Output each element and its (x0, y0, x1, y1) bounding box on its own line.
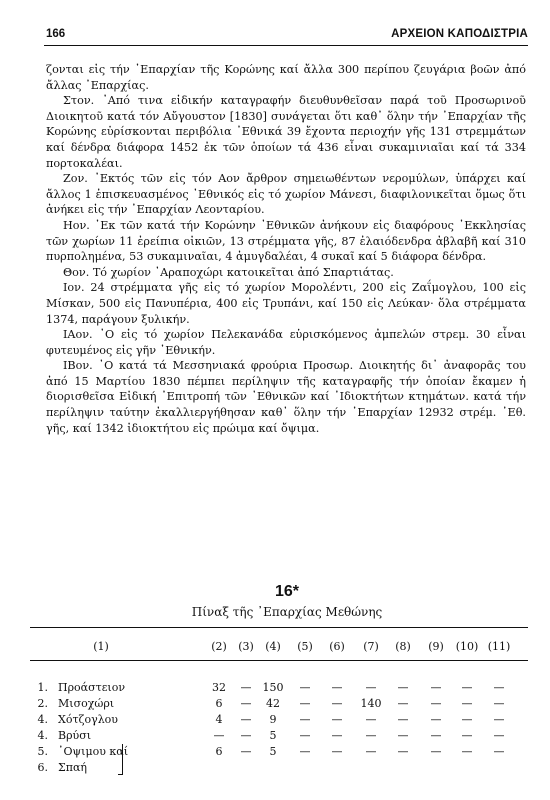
table-cell: — (240, 681, 252, 694)
paragraph: Ζον. ᾿Εκτός τῶν εἰς τόν Αον ἄρθρον σημειωθέντων νερομύλων, ὑπάρχει καί ἄλλος 1 ἐπισκευασμένος ᾿Εθνικός εἰς τό χωρίον Μάνεσι, διαφιλονικεῖται ὅμως ὅτι ἀνήκει εἰς τήν ᾿Επαρχίαν Λεονταρίου. (46, 172, 526, 217)
table-cell: 42 (266, 697, 280, 710)
village-name: Χότζογλου (58, 713, 118, 726)
paragraph: ζονται εἰς τήν ᾿Επαρχίαν τῆς Κορώνης καί ἄλλα 300 περίπου ζευγάρια βοῶν ἀπό ἄλλας ᾿Επαρχίας. (46, 63, 526, 92)
table-cell: 32 (212, 681, 226, 694)
table-row (0, 729, 550, 743)
table-cell: — (240, 745, 252, 758)
paragraph: Στον. ᾿Από τινα εἰδικήν καταγραφήν διευθυνθεῖσαν παρά τοῦ Προσωρινοῦ Διοικητοῦ κατά τόν Αὔγουστον [1830] συνάγεται ὅτι καθ᾿ ὅλην τήν ᾿Επαρχίαν τῆς Κορώνης εὑρίσκονται περιβόλια ᾿Εθνικά 39 ἔχοντα περιοχήν γῆς 131 στρεμμάτων καί δένδρα διάφορα 1452 ἐκ τῶν ὁποίων τά 436 εἶναι συκαμινιαῖαι καί τά 334 πορτοκαλέαι. (46, 94, 526, 170)
row-bracket (118, 744, 123, 775)
column-header: (9) (428, 640, 444, 653)
table-cell: — (240, 713, 252, 726)
table-cell: — (331, 681, 343, 694)
row-number: 4. (37, 713, 48, 726)
village-name: Μισοχώρι (58, 697, 115, 710)
table-row (0, 681, 550, 695)
table-cell: — (461, 745, 473, 758)
table-cell: — (331, 745, 343, 758)
paragraph: ΙΑον. ᾿Ο εἰς τό χωρίον Πελεκανάδα εὑρισκόμενος ἀμπελών στρεμ. 30 εἶναι φυτευμένος εἰς γῆν ᾿Εθνικήν. (46, 328, 526, 357)
table-cell: — (430, 697, 442, 710)
table-cell: — (331, 713, 343, 726)
table-cell: — (461, 729, 473, 742)
table-cell: — (299, 713, 311, 726)
table-cell: — (397, 713, 409, 726)
paragraph: Θον. Τό χωρίον ᾿Αραποχώρι κατοικεῖται ἀπό Σπαρτιάτας. (63, 265, 394, 279)
page-header (46, 28, 528, 46)
table-cell: — (461, 681, 473, 694)
table-cell: — (397, 697, 409, 710)
table-cell: 150 (262, 681, 284, 694)
table-cell: — (430, 745, 442, 758)
table-cell: — (331, 697, 343, 710)
column-header: (6) (329, 640, 345, 653)
page-number: 166 (46, 28, 66, 40)
paragraph: Ιον. 24 στρέμματα γῆς εἰς τό χωρίον Μορολέντι, 200 εἰς Ζαΐμογλου, 100 εἰς Μίσκαν, 500 εἰς Πανυπέρια, 400 εἰς Τρυπάνι, καί 150 εἰς Λεύκαν· ὅλα στρέμματα 1374, παράγουν ξυλικήν. (46, 281, 526, 326)
table-row (0, 713, 550, 727)
village-name: Σπαή (58, 761, 88, 774)
table-cell: — (493, 697, 505, 710)
table-top-rule (30, 627, 528, 628)
table-cell: — (299, 681, 311, 694)
table-cell: 140 (360, 697, 382, 710)
table-cell: — (299, 697, 311, 710)
table-cell: 5 (269, 729, 277, 742)
column-header: (10) (455, 640, 479, 653)
table-cell: — (430, 681, 442, 694)
table-header-rule (30, 660, 528, 661)
table-cell: — (331, 729, 343, 742)
running-title: ΑΡΧΕΙΟΝ ΚΑΠΟΔΙΣΤΡΙΑ (391, 28, 528, 40)
table-cell: — (299, 729, 311, 742)
table-cell: — (461, 713, 473, 726)
table-cell: — (213, 729, 225, 742)
table-cell: — (493, 745, 505, 758)
table-cell: — (365, 729, 377, 742)
table-row (0, 697, 550, 711)
table-cell: — (240, 729, 252, 742)
table-cell: 9 (269, 713, 277, 726)
table-cell: — (430, 729, 442, 742)
column-header: (2) (211, 640, 227, 653)
table-cell: — (397, 745, 409, 758)
table-cell: — (365, 745, 377, 758)
body-text (46, 62, 526, 436)
table-cell: — (493, 729, 505, 742)
table-number: 16* (274, 583, 300, 600)
table-cell: — (240, 697, 252, 710)
table-cell: — (365, 713, 377, 726)
column-header: (3) (238, 640, 254, 653)
column-header: (4) (265, 640, 281, 653)
village-name: Προάστειον (58, 681, 126, 694)
table-cell: 5 (269, 745, 277, 758)
table-cell: 6 (215, 745, 223, 758)
row-number: 2. (37, 697, 48, 710)
table-cell: — (493, 681, 505, 694)
table-cell: 6 (215, 697, 223, 710)
column-header: (1) (93, 640, 109, 653)
column-header: (7) (363, 640, 379, 653)
column-header: (8) (395, 640, 411, 653)
paragraph: ΙΒον. ᾿Ο κατά τά Μεσσηνιακά φρούρια Προσωρ. Διοικητής δι᾿ ἀναφορᾶς του ἀπό 15 Μαρτίου 1830 πέμπει περίληψιν τῆς καταγραφῆς τήν ὁποίαν ἔκαμεν ἡ διορισθεῖσα Εἰδική ᾿Επιτροπή τῶν ᾿Εθνικῶν καί ᾿Ιδιοκτήτων κτημάτων. κατά τήν περίληψιν ταύτην ἐκαλλιεργήθησαν καθ᾿ ὅλην τήν ᾿Επαρχίαν 12932 στρέμ. ᾿Εθ. γῆς, καί 1342 ἰδιοκτήτου εἰς πρώιμα καί ὄψιμα. (46, 359, 526, 435)
table-row (0, 761, 550, 775)
row-number: 5. (37, 745, 48, 758)
table-cell: — (430, 713, 442, 726)
row-number: 6. (37, 761, 48, 774)
village-name: ᾿Οψιμου καί (58, 745, 129, 758)
paragraph: Ηον. ᾿Εκ τῶν κατά τήν Κορώνην ᾿Εθνικῶν ἀνήκουν εἰς διαφόρους ᾿Εκκλησίας τῶν χωρίων 11 ἐρείπια οἰκιῶν, 13 στρέμματα γῆς, 87 ἐλαιόδενδρα ἀβλαβῆ καί 310 πυρπολημένα, 53 συκαμιναῖαι, 4 ἀμυγδαλέαι, 4 συκαῖ καί 5 διάφορα δένδρα. (46, 218, 526, 264)
village-name: Βρύσι (58, 729, 92, 742)
row-number: 4. (37, 729, 48, 742)
table-row (0, 745, 550, 759)
header-rule (44, 45, 528, 46)
table-cell: — (299, 745, 311, 758)
table-heading (46, 582, 528, 620)
table-cell: 4 (215, 713, 223, 726)
table-cell: — (397, 681, 409, 694)
table-cell: — (365, 681, 377, 694)
column-header: (5) (297, 640, 313, 653)
table-cell: — (493, 713, 505, 726)
table-cell: — (397, 729, 409, 742)
column-header: (11) (487, 640, 511, 653)
table-cell: — (461, 697, 473, 710)
table-title: Πίναξ τῆς ᾿Επαρχίας Μεθώνης (191, 605, 383, 619)
row-number: 1. (37, 681, 48, 694)
